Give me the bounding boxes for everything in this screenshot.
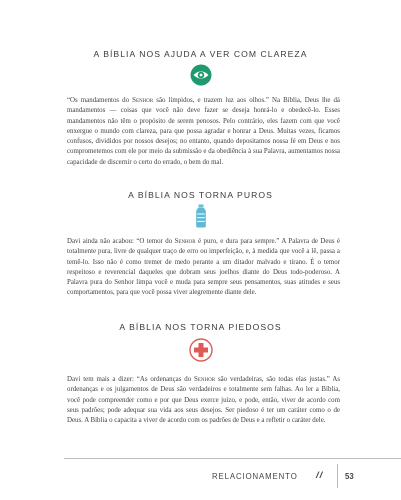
footer-divider	[337, 464, 338, 488]
section-heading-puros: A BÍBLIA NOS TORNA PUROS	[128, 190, 273, 200]
paragraph-piedosos: Davi tem mais a dizer: “As ordenanças do Senhor são verdadeiras, são todas elas justas.” As ordenanças e os julgamentos de Deus são verdadeiros e totalmente sem falhas. Ao ler a Bíblia, você pode compreender como e por que Deus exerce juízo, e pode, então, viver de acordo com seus padrões; pode adequar sua vida aos seus desejos. Ser piedoso é ter um caráter como o de Deus. A Bíblia o capacita a viver de acordo com os padrões de Deus e a refletir o caráter dele.	[67, 376, 340, 425]
page-number: 53	[345, 472, 354, 481]
paragraph-clareza: “Os mandamentos do Senhor são límpidos, e trazem luz aos olhos.” Na Bíblia, Deus lhe dá mandamentos — coisas que você não deve fazer se deseja honrá-lo e obedecê-lo. Esses mandamentos não têm o propósito de serem penosos. Pelo contrário, eles fazem com que você enxergue o mundo com clareza, para que possa agradar e honrar a Deus. Muitas vezes, ficamos confusos, divididos por nossos desejos; no entanto, quando depositamos nossa fé em Deus e nos comprometemos com ele por meio da submissão e da obediência à sua Palavra, aumentamos nossa capacidade de discernir o certo do errado, o bem do mal.	[67, 97, 340, 166]
footer-rule	[64, 458, 401, 459]
footer-separator: //	[316, 470, 324, 481]
footer-section-title: RELACIONAMENTO	[212, 472, 298, 481]
paragraph-puros: Davi ainda não acabou: “O temor do Senhor é puro, e dura para sempre.” A Palavra de Deus é totalmente pura, livre de qualquer traço de erro ou imperfeição, e, à medida que você a lê, passa a temê-lo. Isso não é como tremer de medo perante a um ditador malvado e tirano. É o temor respeitoso e reverencial daqueles que dobram seus joelhos diante do Deus todo-poderoso. A Palavra pura do Senhor limpa você e muda para sempre seus pensamentos, suas atitudes e seus comportamentos, para que você possa viver alegremente diante dele.	[67, 238, 340, 297]
section-heading-piedosos: A BÍBLIA NOS TORNA PIEDOSOS	[119, 322, 282, 332]
section-heading-clareza: A BÍBLIA NOS AJUDA A VER COM CLAREZA	[93, 49, 308, 59]
water-bottle-icon	[194, 204, 208, 228]
eye-icon	[190, 64, 212, 86]
medical-cross-icon	[189, 338, 213, 362]
